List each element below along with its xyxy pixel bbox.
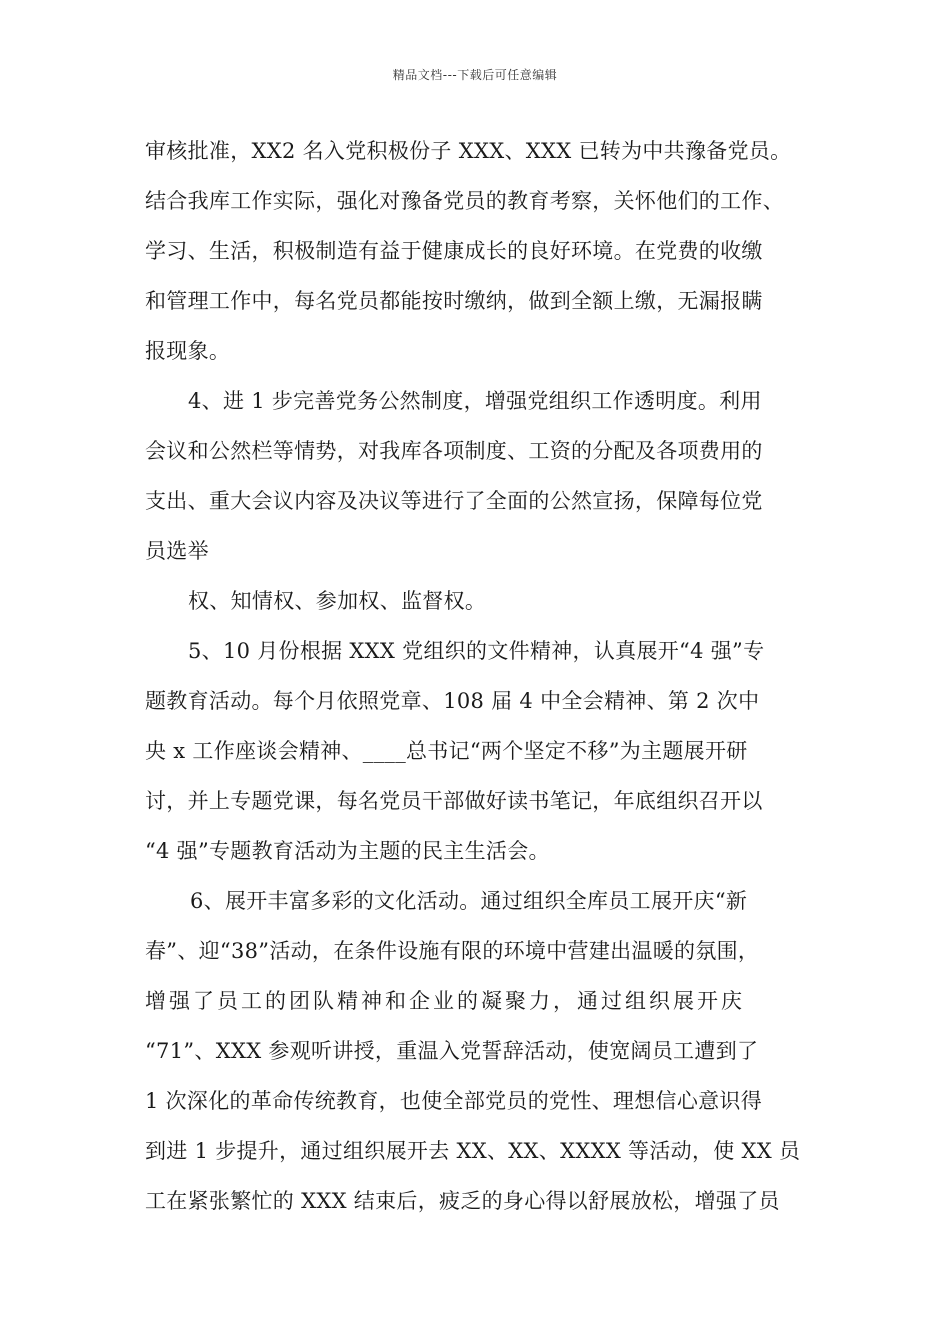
text-line: 央 x 工作座谈会精神、____总书记“两个坚定不移”为主题展开研 bbox=[145, 739, 748, 763]
text-line: 4、进 1 步完善党务公然制度，增强党组织工作透明度。利用 bbox=[188, 389, 762, 413]
text-line: 1 次深化的革命传统教育，也使全部党员的党性、理想信心意识得 bbox=[145, 1089, 763, 1113]
text-line: 结合我库工作实际，强化对豫备党员的教育考察，关怀他们的工作、 bbox=[145, 189, 784, 213]
text-line: 和管理工作中，每名党员都能按时缴纳，做到全额上缴，无漏报瞒 bbox=[145, 289, 763, 313]
text-line: 5、10 月份根据 XXX 党组织的文件精神，认真展开“4 强”专 bbox=[188, 639, 765, 663]
text-line: 学习、生活，积极制造有益于健康成长的良好环境。在党费的收缴 bbox=[145, 239, 763, 263]
text-line: 讨，并上专题党课，每名党员干部做好读书笔记，年底组织召开以 bbox=[145, 789, 763, 813]
text-line: 会议和公然栏等情势，对我库各项制度、工资的分配及各项费用的 bbox=[145, 439, 763, 463]
text-line: 题教育活动。每个月依照党章、108 届 4 中全会精神、第 2 次中 bbox=[145, 689, 760, 713]
text-line: 春”、迎“38”活动，在条件设施有限的环境中营建出温暖的氛围， bbox=[145, 939, 760, 963]
text-line: 审核批准，XX2 名入党积极份子 XXX、XXX 已转为中共豫备党员。 bbox=[145, 139, 792, 163]
page-header: 精品文档---下载后可任意编辑 bbox=[392, 68, 558, 82]
text-line: 权、知情权、参加权、监督权。 bbox=[188, 589, 487, 613]
text-line: 到进 1 步提升，通过组织展开去 XX、XX、XXXX 等活动，使 XX 员 bbox=[145, 1139, 801, 1163]
text-line: 6、展开丰富多彩的文化活动。通过组织全库员工展开庆“新 bbox=[190, 889, 748, 913]
text-line: 增强了员工的团队精神和企业的凝聚力，通过组织展开庆 bbox=[145, 989, 745, 1013]
text-line: 工在紧张繁忙的 XXX 结束后，疲乏的身心得以舒展放松，增强了员 bbox=[145, 1189, 780, 1213]
text-line: 报现象。 bbox=[145, 339, 231, 363]
text-line: “4 强”专题教育活动为主题的民主生活会。 bbox=[145, 839, 550, 863]
text-line: “71”、XXX 参观听讲授，重温入党誓辞活动，使宽阔员工遭到了 bbox=[145, 1039, 759, 1063]
text-line: 支出、重大会议内容及决议等进行了全面的公然宣扬，保障每位党 bbox=[145, 489, 763, 513]
text-line: 员选举 bbox=[145, 539, 209, 563]
